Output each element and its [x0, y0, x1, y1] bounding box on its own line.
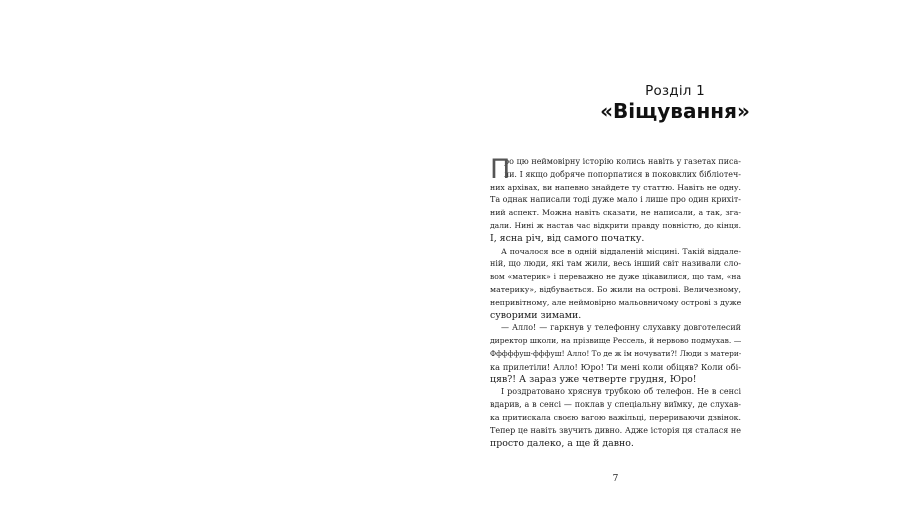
body-text [490, 156, 741, 450]
text-line: ка притискала своєю вагою важільці, перериваючи дзвінок. [490, 412, 741, 422]
text-line: директор школи, на прізвище Рессель, й нервово подмухав. — [490, 336, 742, 346]
text-line: А почалося все в одній віддаленій місцині. Такій віддале- [501, 246, 741, 256]
text-line: просто далеко, а ще й давно. [490, 437, 634, 449]
text-line: Фффффуш-фффуш! Алло! То де ж їм ночувати?! Люди з матери- [490, 348, 742, 358]
text-line: ка прилетіли! Алло! Юро! Ти мені коли обіцяв? Коли обі- [490, 361, 741, 372]
text-line: суворими зимами. [490, 309, 582, 321]
text-line: дали. Нині ж настав час відкрити правду повністю, до кінця. [490, 220, 741, 230]
right-page [450, 0, 900, 510]
text-line: ли. І якщо добряче попорпатися в поковклих бібліотеч- [504, 169, 741, 179]
chapter-label: Розділ 1 [645, 83, 705, 99]
text-line: непривітному, але неймовірно мальовничому острові з дуже [490, 297, 742, 307]
text-line: цяв?! А зараз уже четверте грудня, Юро! [490, 373, 697, 385]
drop-cap: П [490, 154, 511, 185]
text-line: материку», відбувається. Бо жили на острові. Величезному, [490, 284, 741, 294]
text-line: І роздратовано хряснув трубкою об телефон. Не в сенсі [501, 387, 741, 397]
chapter-title: «Віщування» [600, 99, 750, 123]
text-line: ро цю неймовірну історію колись навіть у газетах писа- [504, 157, 741, 166]
text-line: ній, що люди, які там жили, весь інший світ називали сло- [490, 259, 741, 269]
text-line: Тепер це навіть звучить дивно. Адже історія ця сталася не [490, 425, 741, 435]
text-line: них архівах, ви напевно знайдете ту статтю. Навіть не одну. [490, 182, 741, 192]
text-line: Та однак написали тоді дуже мало і лише про один крихіт- [490, 195, 741, 205]
page-number: 7 [612, 474, 619, 484]
text-line: вдарив, а в сенсі — поклав у спеціальну виїмку, де слухав- [490, 400, 741, 410]
text-line: — Алло! — гаркнув у телефонну слухавку довготелесий [501, 323, 741, 333]
text-line: ний аспект. Можна навіть сказати, не написали, а так, зга- [490, 208, 741, 218]
text-line: вом «материк» і переважно не дуже цікавилися, що там, «на [490, 272, 741, 282]
text-line: І, ясна річ, від самого початку. [490, 232, 645, 244]
